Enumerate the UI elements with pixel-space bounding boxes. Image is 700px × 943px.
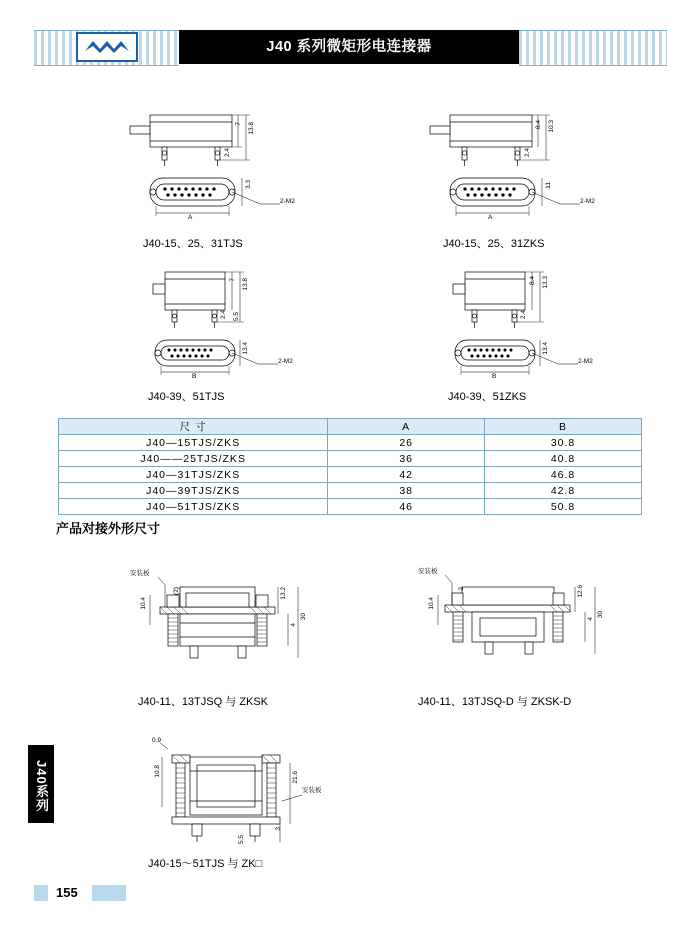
cell-a: 42: [328, 467, 485, 483]
table-row: [59, 483, 642, 499]
dim-mid-left-4: 5.5: [233, 312, 240, 322]
table-header-size: 尺 寸: [59, 419, 328, 435]
dim-br-plate: 安装板: [418, 568, 438, 575]
company-logo-icon: [76, 32, 138, 62]
table-row: [59, 451, 642, 467]
dim-top-left-2: 13.8: [248, 122, 255, 135]
dim-bl-6: 30: [300, 613, 307, 621]
caption-bottom-left: J40-11、13TJSQ 与 ZKSK: [138, 696, 269, 708]
dim-top-right-1: 8.4: [535, 120, 542, 130]
cell-model: J40—51TJS/ZKS: [59, 499, 328, 515]
side-tab-series: J40系列: [28, 745, 54, 823]
caption-mid-left: J40-39、51TJS: [148, 391, 225, 403]
cell-b: 42.8: [485, 483, 642, 499]
dim-top-right-4: 11: [545, 182, 552, 189]
dim-mid-right-2: 13.3: [542, 276, 549, 289]
figure-bottom-right: [400, 565, 650, 715]
dim-top-right-M2: 2-M2: [580, 198, 595, 205]
section-title: 产品对接外形尺寸: [56, 521, 161, 536]
dim-mid-right-1: 8.4: [529, 276, 536, 286]
dim-mid-left-5: 13.4: [242, 342, 249, 355]
page-title: J40 系列微矩形电连接器: [266, 39, 432, 55]
figure-mid-right: [420, 262, 650, 402]
footer-block-right: [92, 885, 126, 901]
dim-top-left-3: 2.4: [224, 148, 231, 158]
dim-top-right-3: 2.4: [524, 148, 531, 158]
dim-bl-4: 10.4: [140, 597, 147, 610]
dim-br-5: 10.4: [428, 597, 435, 610]
dimension-table: [58, 418, 642, 515]
dim-br-6: 30: [597, 611, 604, 619]
page-number: 155: [56, 885, 78, 900]
dim-bl-plate: 安装板: [130, 570, 150, 577]
dim-mid-right-B: B: [492, 373, 497, 380]
cell-model: J40—15TJS/ZKS: [59, 435, 328, 451]
dim-bl-2: (2): [173, 587, 180, 595]
figure-top-right: [420, 100, 650, 250]
dim-bl-5: 4: [290, 623, 297, 627]
cell-model: J40—39TJS/ZKS: [59, 483, 328, 499]
dim-mid-right-M2: 2-M2: [578, 358, 593, 365]
caption-top-right: J40-15、25、31ZKS: [443, 238, 545, 250]
table-row: [59, 467, 642, 483]
cell-a: 38: [328, 483, 485, 499]
figure-top-left: [120, 100, 350, 250]
page-header: [0, 30, 700, 78]
dim-top-left-A: A: [188, 214, 193, 221]
dim-bc-5: 3: [275, 827, 282, 831]
dim-bc-4: 21.6: [292, 771, 299, 784]
caption-bottom-center: J40-15～51TJS 与 ZK□: [148, 858, 263, 870]
dim-top-left-1: 7: [235, 122, 242, 126]
dim-mid-left-B: B: [192, 373, 197, 380]
dim-br-4: 4: [587, 617, 594, 621]
figure-mid-left: [120, 262, 350, 402]
cell-model: J40—31TJS/ZKS: [59, 467, 328, 483]
table-header-row: [59, 419, 642, 435]
dim-top-left-4: 3.3: [245, 180, 252, 190]
dim-mid-left-2: 13.8: [242, 278, 249, 291]
dim-top-left-M2: 2-M2: [280, 198, 295, 205]
table-row: [59, 435, 642, 451]
dim-mid-left-M2: 2-M2: [278, 358, 293, 365]
dim-bc-6: 5.5: [238, 835, 245, 845]
dim-top-right-2: 10.3: [548, 120, 555, 133]
caption-mid-right: J40-39、51ZKS: [448, 391, 527, 403]
cell-a: 36: [328, 451, 485, 467]
cell-model: J40——25TJS/ZKS: [59, 451, 328, 467]
dim-top-right-A: A: [488, 214, 493, 221]
table-row: [59, 499, 642, 515]
cell-b: 50.8: [485, 499, 642, 515]
cell-b: 40.8: [485, 451, 642, 467]
caption-top-left: J40-15、25、31TJS: [143, 238, 243, 250]
cell-a: 26: [328, 435, 485, 451]
dim-br-3: 12.6: [577, 585, 584, 598]
cell-b: 30.8: [485, 435, 642, 451]
dim-bl-3: 13.2: [280, 587, 287, 600]
dim-bc-2: 10.8: [154, 765, 161, 778]
dim-bc-1: 0.9: [152, 737, 162, 744]
dim-br-2: 2: [458, 587, 465, 591]
cell-b: 46.8: [485, 467, 642, 483]
dim-mid-right-4: 13.4: [542, 342, 549, 355]
footer-block-left: [34, 885, 48, 901]
figure-bottom-center: [130, 735, 390, 875]
table-header-b: B: [485, 419, 642, 435]
cell-a: 46: [328, 499, 485, 515]
figure-bottom-left: [110, 565, 360, 715]
page-footer: [34, 885, 154, 905]
dim-mid-right-3: 2.4: [520, 310, 527, 320]
dim-bc-plate: 安装板: [302, 787, 322, 794]
header-hatch-right: [519, 30, 667, 66]
dim-mid-left-1: 7: [229, 278, 236, 282]
caption-bottom-right: J40-11、13TJSQ-D 与 ZKSK-D: [418, 696, 572, 708]
dim-mid-left-3: 2.4: [220, 310, 227, 320]
table-header-a: A: [328, 419, 485, 435]
